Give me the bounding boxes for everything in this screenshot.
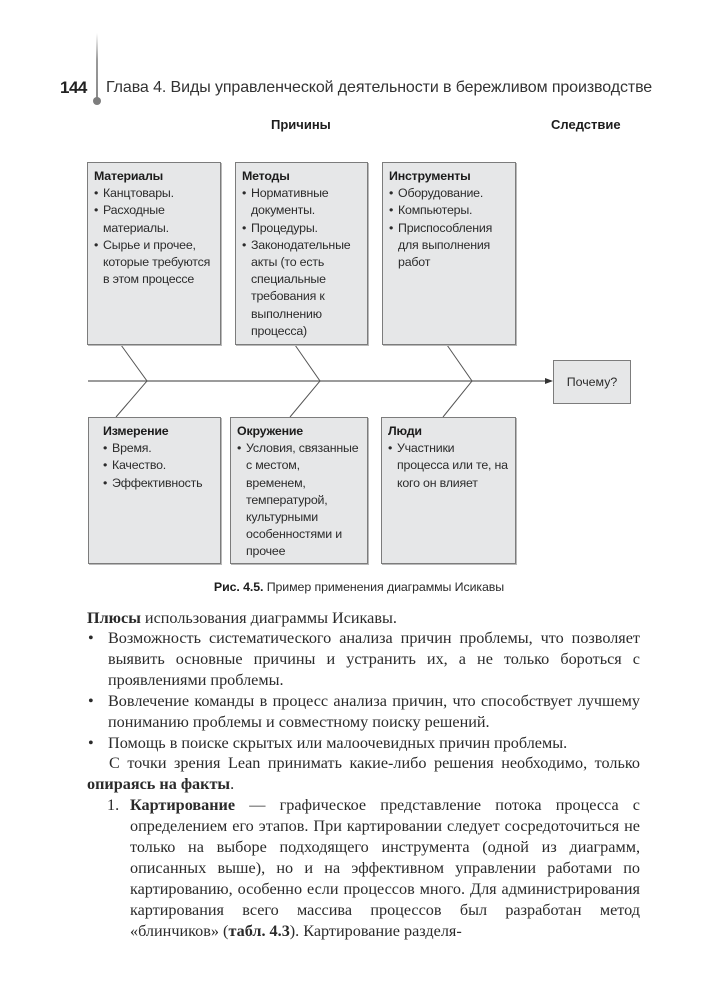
cause-item: • Законодательные акты (то есть специальные требования к выполнению процесса) <box>242 237 361 340</box>
bullet-item: • Помощь в поиске скрытых или малоочевидных причин проблемы. <box>108 733 640 754</box>
cause-item: • Участники процесса или те, на кого он влияет <box>388 440 509 492</box>
effect-box: Почему? <box>553 360 631 404</box>
cause-box-materials <box>87 162 221 345</box>
item-number: 1. <box>107 796 120 814</box>
cause-item: • Приспособления для выполнения работ <box>389 220 509 272</box>
cause-item: • Эффективность <box>103 475 214 492</box>
page-number: 144 <box>60 78 87 97</box>
table-reference: табл. 4.3 <box>228 922 290 940</box>
cause-box-environment <box>230 417 368 564</box>
cause-item: • Условия, связанные с местом, временем, температурой, культурными особенностями и прочее <box>237 440 361 560</box>
lean-bold: опираясь на факты <box>87 775 231 793</box>
cause-title: Люди <box>388 424 422 438</box>
cause-title: Материалы <box>94 169 164 183</box>
cause-title: Измерение <box>103 424 169 438</box>
cause-box-measurement <box>88 417 221 564</box>
cause-box-methods <box>235 162 368 345</box>
cause-item: • Качество. <box>103 457 214 474</box>
item-term: Картирование <box>130 796 236 814</box>
cause-box-tools <box>382 162 516 345</box>
cause-item: • Время. <box>103 440 214 457</box>
effect-label: Следствие <box>551 117 621 132</box>
cause-item: • Расходные материалы. <box>94 202 214 236</box>
causes-label: Причины <box>271 117 331 132</box>
running-head: Глава 4. Виды управленческой деятельности в бережливом производстве <box>106 79 653 96</box>
caption-label: Рис. 4.5. <box>213 580 264 594</box>
lean-end: . <box>230 775 235 793</box>
item-text: — графическое представление потока процесса с определением его этапов. При картировании следует сосредоточиться не только на выборе подходящего инструмента (одной из диаграмм, описанных выше), но и на эффективном управлении работами по картированию, особенно если процессов много. Для администрирования картирования всего массива процессов был разработан метод «блинчиков» ( <box>130 796 640 940</box>
cause-item: • Процедуры. <box>242 220 361 237</box>
numbered-item-1 <box>107 795 640 942</box>
cause-item: • Нормативные документы. <box>242 185 361 219</box>
cause-item: • Оборудование. <box>389 185 509 202</box>
pluses-rest: использования диаграммы Исикавы. <box>140 609 397 627</box>
cause-title: Инструменты <box>389 169 471 183</box>
pluses-heading <box>87 608 640 629</box>
cause-item: • Компьютеры. <box>389 202 509 219</box>
spine-arrowhead <box>545 378 553 384</box>
pluses-bold: Плюсы <box>87 609 141 627</box>
lean-text: С точки зрения Lean принимать какие-либо решения необходимо, только <box>109 754 640 772</box>
bullet-item: • Вовлечение команды в процесс анализа причин, что способствует лучшему пониманию проблемы и совместному поиску решений. <box>108 691 640 733</box>
cause-title: Окружение <box>237 424 303 438</box>
lean-paragraph <box>87 753 640 795</box>
cause-box-people <box>381 417 516 564</box>
item-text-end: ). Картирование разделя- <box>289 922 462 940</box>
caption-text: Пример применения диаграммы Исикавы <box>263 580 505 594</box>
bullet-item: • Возможность систематического анализа причин проблемы, что позволяет выявить основные причины и устранить их, а не только бороться с проявлениями проблемы. <box>108 628 640 691</box>
cause-item: • Канцтовары. <box>94 185 214 202</box>
cause-item: • Сырье и прочее, которые требуются в этом процессе <box>94 237 214 289</box>
figure-caption <box>0 580 718 594</box>
cause-title: Методы <box>242 169 290 183</box>
